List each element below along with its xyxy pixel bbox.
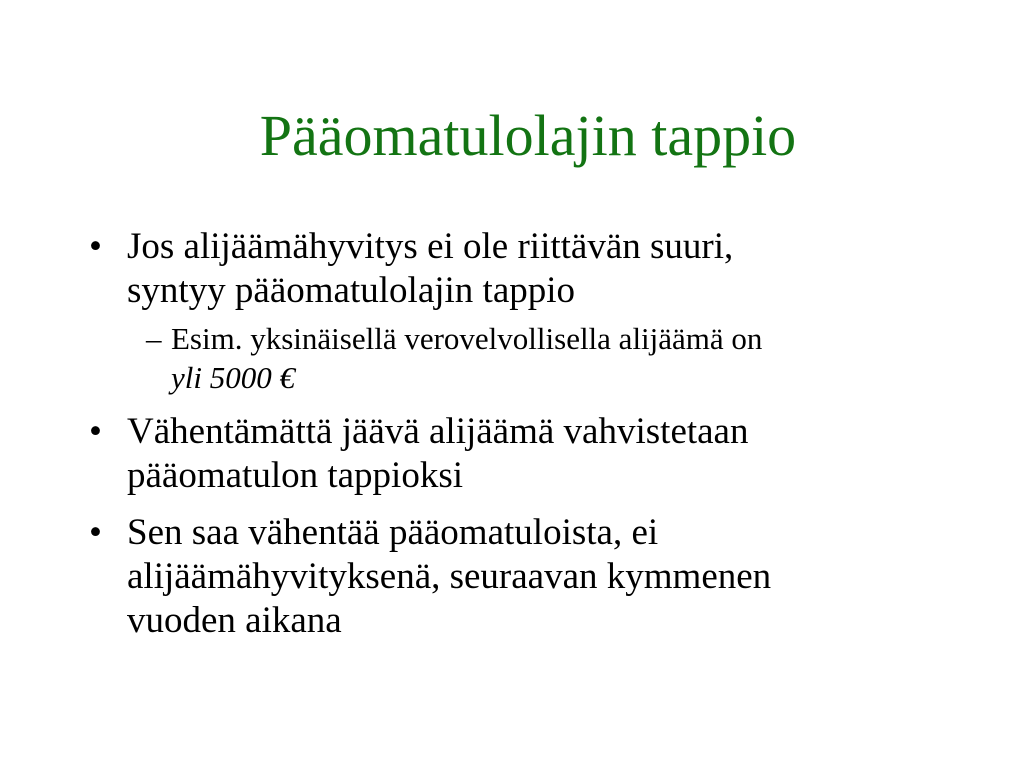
slide-title: Pääomatulolajin tappio xyxy=(259,103,797,168)
bullet-marker: • xyxy=(89,411,102,452)
bullet-3-line-2: alijäämähyvityksenä, seuraavan kymmenen xyxy=(127,556,772,597)
bullet-list xyxy=(80,225,980,643)
sub-bullet-1-line-1: Esim. yksinäisellä verovelvollisella alijäämä on xyxy=(171,321,763,356)
bullet-item-2 xyxy=(80,410,980,498)
sub-bullet-marker: – xyxy=(146,321,162,356)
sub-bullet-item-1 xyxy=(80,319,980,397)
bullet-1-line-1: Jos alijäämähyvitys ei ole riittävän suuri, xyxy=(127,226,734,267)
bullet-item-3 xyxy=(80,511,980,643)
bullet-marker: • xyxy=(89,512,102,553)
bullet-3-line-1: Sen saa vähentää pääomatuloista, ei xyxy=(127,512,659,553)
bullet-1-line-2: syntyy pääomatulolajin tappio xyxy=(127,270,576,311)
bullet-marker: • xyxy=(89,226,102,267)
bullet-item-1 xyxy=(80,225,980,313)
sub-bullet-1-italic-amount: yli 5000 € xyxy=(171,360,295,395)
bullet-3-line-3: vuoden aikana xyxy=(127,600,342,641)
bullet-2-line-2: pääomatulon tappioksi xyxy=(127,455,464,496)
bullet-2-line-1: Vähentämättä jäävä alijäämä vahvistetaan xyxy=(127,411,749,452)
